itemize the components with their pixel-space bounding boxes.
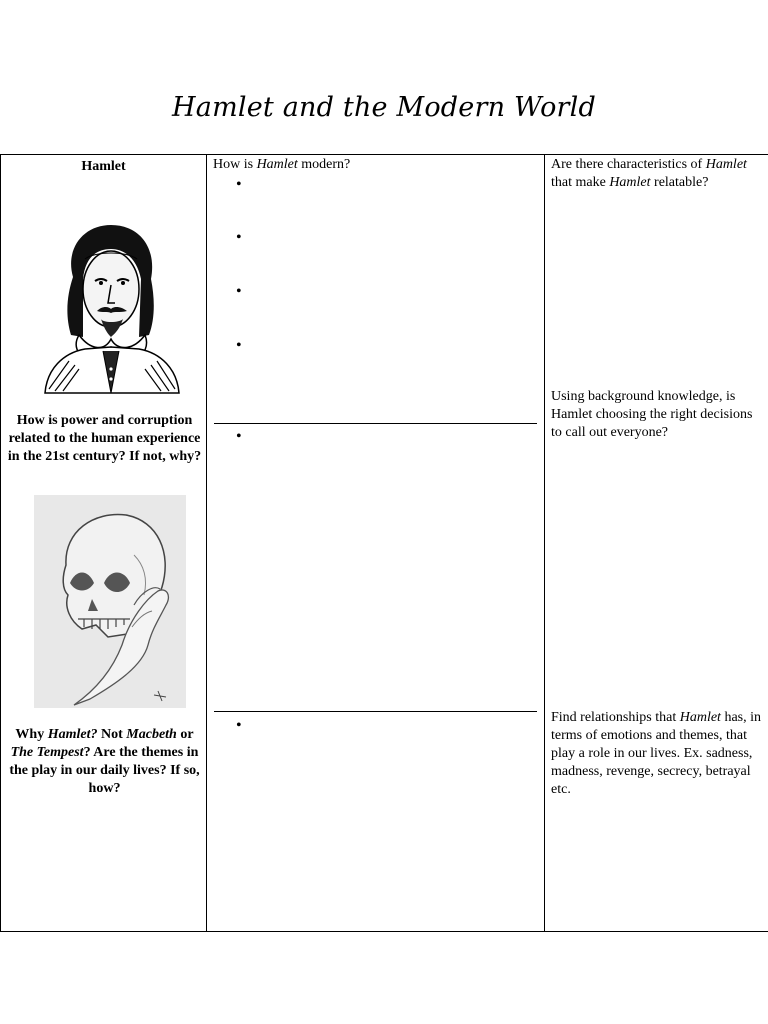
- divider-line: [214, 423, 537, 424]
- bullet-point: •: [236, 337, 242, 354]
- q2-italic-hamlet: Hamlet?: [47, 727, 98, 742]
- c3q1-text-2: that make: [551, 175, 610, 190]
- col2-heading-text-2: modern?: [297, 157, 351, 172]
- c3q3-text-1: Find relationships that: [551, 710, 680, 725]
- q2-italic-macbeth: Macbeth: [126, 727, 177, 742]
- title-rest: and the Modern World: [273, 92, 596, 123]
- col2-heading: [213, 156, 533, 174]
- c3q1-text-1: Are there characteristics of: [551, 157, 706, 172]
- bullet-point: •: [236, 283, 242, 300]
- col2-heading-italic: Hamlet: [256, 157, 298, 172]
- q2-text-1: Why: [15, 727, 48, 742]
- col3-question-background: Using background knowledge, is Hamlet choosing the right decisions to call out everyone?: [551, 389, 753, 440]
- q2-italic-tempest: The Tempest: [10, 745, 84, 760]
- divider-line: [214, 711, 537, 712]
- bullet-point: •: [236, 176, 242, 193]
- column-relatable: [545, 155, 768, 931]
- col3-question-characteristics: [551, 156, 765, 192]
- c3q1-italic-1: Hamlet: [705, 157, 747, 172]
- col1-question-power: How is power and corruption related to the human experience in the 21st century? If not, why?: [7, 413, 202, 464]
- page-title: [0, 92, 768, 123]
- shakespeare-portrait-image: [39, 219, 183, 395]
- skull-drawing-image: [34, 495, 186, 708]
- q2-text-2: Not: [97, 727, 127, 742]
- q2-text-3: or: [176, 727, 194, 742]
- c3q1-text-3: relatable?: [650, 175, 709, 190]
- bullet-point: •: [236, 229, 242, 246]
- title-italic: Hamlet: [172, 92, 274, 123]
- c3q1-italic-2: Hamlet: [609, 175, 651, 190]
- bullet-point: •: [236, 428, 242, 445]
- column-modern: [207, 155, 545, 931]
- col2-heading-text-1: How is: [213, 157, 257, 172]
- worksheet-table: [0, 154, 768, 932]
- col3-question-relationships: [551, 709, 765, 799]
- q2-text-4: ? Are the themes in the play in our daily lives? If so, how?: [9, 745, 200, 796]
- c3q3-italic: Hamlet: [679, 710, 721, 725]
- column-hamlet: [0, 155, 207, 931]
- bullet-point: •: [236, 717, 242, 734]
- c3q3-text-2: has, in terms of emotions and themes, that play a role in our lives. Ex. sadness, madness, revenge, secrecy, betrayal etc.: [551, 710, 761, 797]
- col1-question-themes: [5, 726, 204, 798]
- col1-heading: Hamlet: [81, 159, 126, 174]
